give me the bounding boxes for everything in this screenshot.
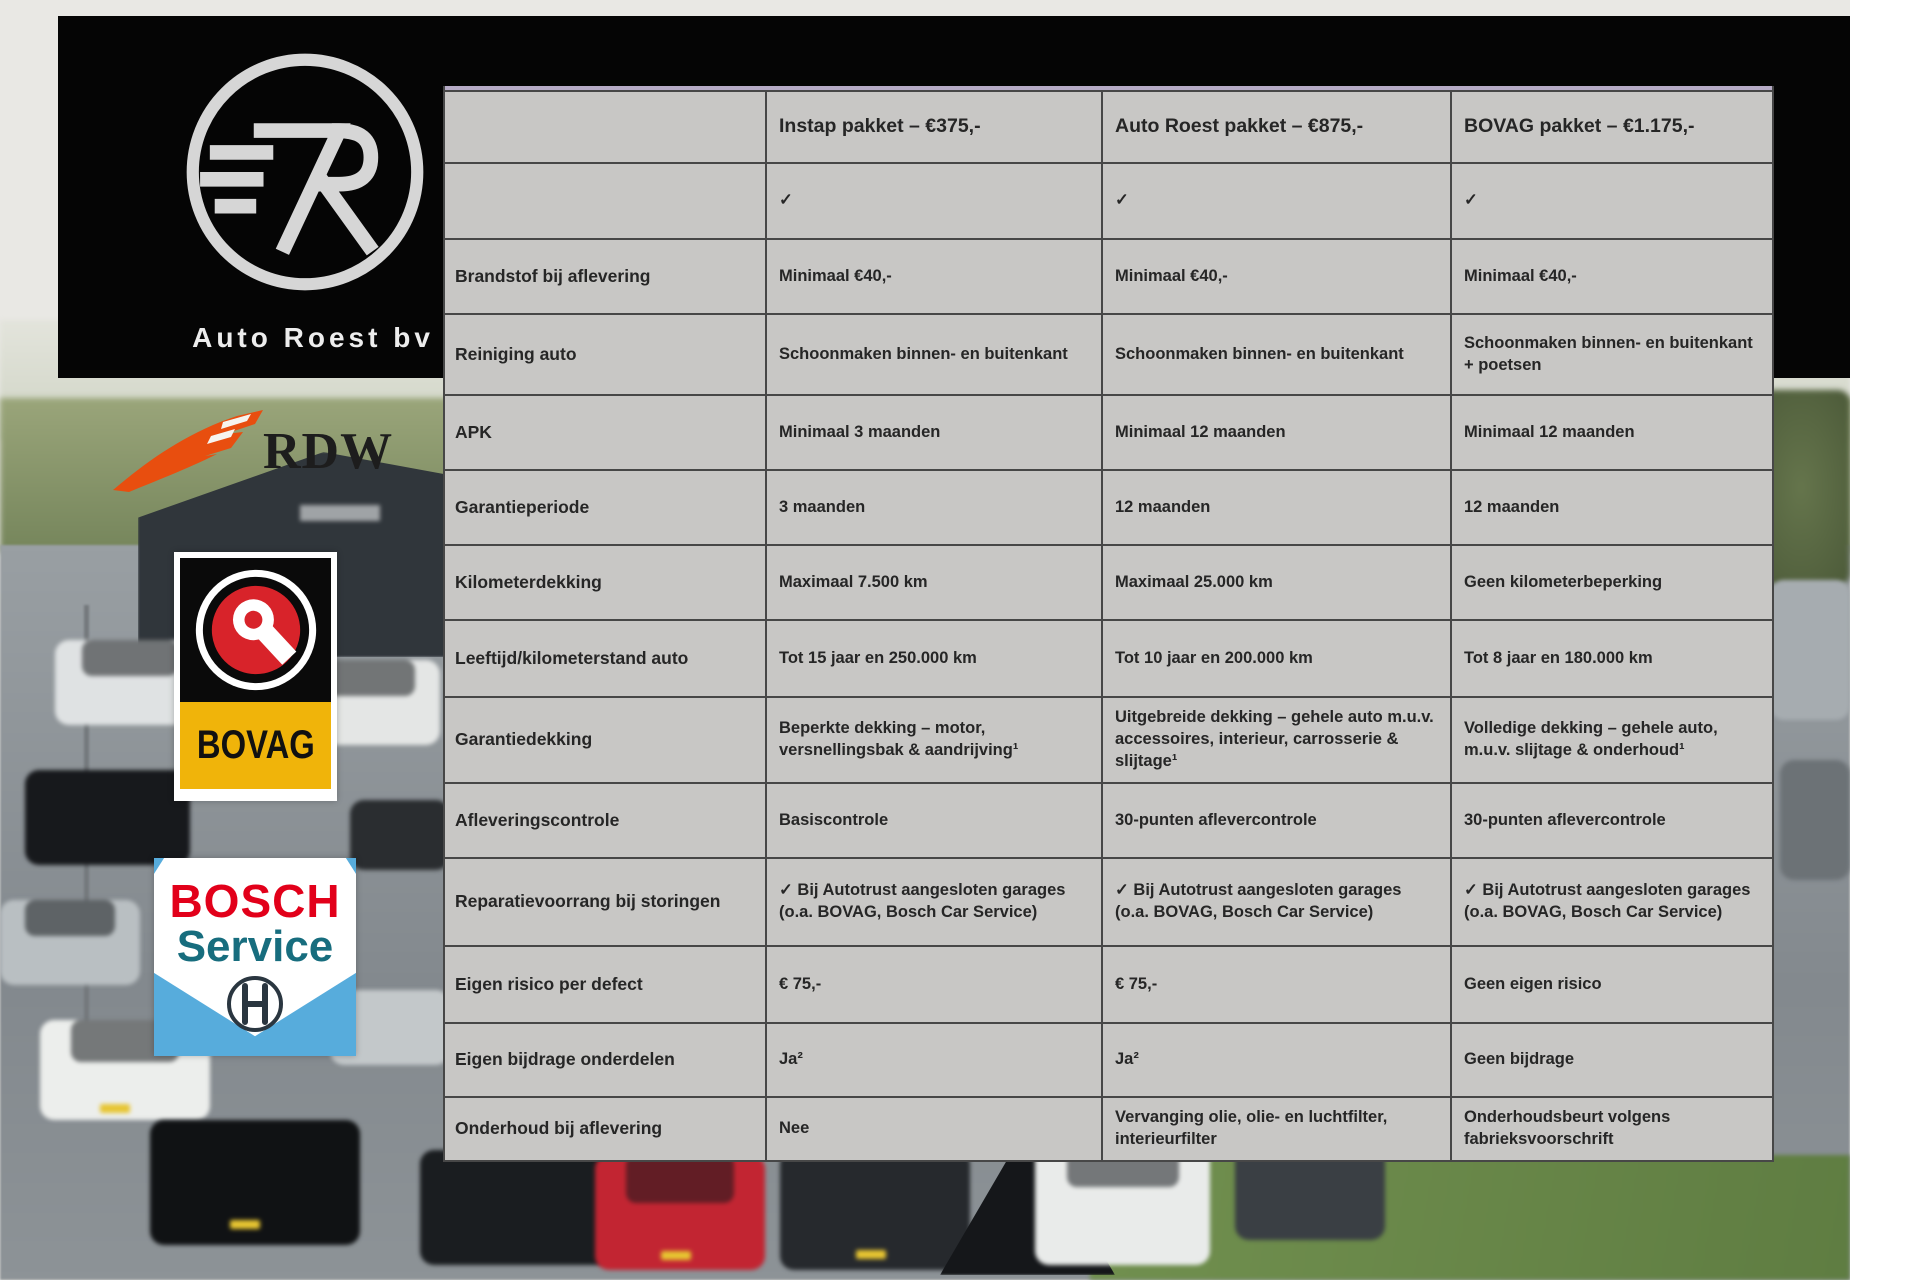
table-cell: Uitgebreide dekking – gehele auto m.u.v. accessoires, interieur, carrosserie & slijtage¹ — [1103, 698, 1452, 782]
table-row — [445, 238, 1772, 313]
header-instap-pakket: Instap pakket – €375,- — [767, 92, 1103, 162]
photo-car — [1770, 580, 1850, 720]
bovag-emblem — [180, 558, 331, 702]
table-cell: Ja² — [767, 1024, 1103, 1096]
table-cell: 30-punten aflevercontrole — [1464, 810, 1666, 829]
table-row — [445, 945, 1772, 1022]
photo-car — [780, 1150, 970, 1270]
table-row — [445, 782, 1772, 857]
table-header-row — [445, 90, 1772, 162]
row-label: Kilometerdekking — [445, 546, 767, 619]
rdw-wing-icon — [105, 408, 275, 503]
table-row — [445, 544, 1772, 619]
table-cell: Geen eigen risico — [1464, 974, 1602, 993]
row-label: APK — [445, 396, 767, 469]
package-comparison-table — [443, 86, 1774, 1162]
table-cell: Volledige dekking – gehele auto, m.u.v. slijtage & onderhoud¹ — [1464, 719, 1718, 759]
table-cell: 12 maanden — [1464, 497, 1560, 516]
table-cell: Schoonmaken binnen- en buitenkant — [1103, 315, 1452, 394]
row-label: Reparatievoorrang bij storingen — [445, 859, 767, 945]
row-label: Afleveringscontrole — [445, 784, 767, 857]
rdw-wordmark: RDW — [263, 423, 394, 480]
table-row — [445, 394, 1772, 469]
row-label: Reiniging auto — [445, 315, 767, 394]
table-row — [445, 313, 1772, 394]
table-cell: Nee — [767, 1098, 1103, 1160]
table-cell: Vervanging olie, olie- en luchtfilter, interieurfilter — [1103, 1098, 1452, 1160]
bovag-logo — [174, 552, 337, 801]
table-cell: Tot 15 jaar en 250.000 km — [767, 621, 1103, 696]
bosch-service-wordmark: Service — [176, 922, 334, 971]
table-cell: Onderhoudsbeurt volgens fabrieksvoorschrift — [1464, 1108, 1671, 1148]
table-cell: € 75,- — [1103, 947, 1452, 1022]
table-row — [445, 1096, 1772, 1160]
table-row — [445, 1022, 1772, 1096]
photo-car — [1780, 760, 1850, 880]
table-cell: Ja² — [1103, 1024, 1452, 1096]
row-label: Garantiedekking — [445, 698, 767, 782]
table-row — [445, 469, 1772, 544]
bosch-service-logo — [154, 858, 356, 1056]
header-bovag-pakket: BOVAG pakket – €1.175,- — [1464, 115, 1695, 138]
bosch-wordmark: BOSCH — [169, 875, 341, 927]
header-features — [445, 92, 767, 162]
table-cell: Basiscontrole — [767, 784, 1103, 857]
checkmark-icon: ✓ — [1103, 164, 1452, 238]
table-row — [445, 696, 1772, 782]
table-cell: Minimaal 12 maanden — [1464, 422, 1635, 441]
table-cell: Minimaal 3 maanden — [767, 396, 1103, 469]
table-row — [445, 857, 1772, 945]
row-label — [445, 164, 767, 238]
table-cell: Minimaal €40,- — [1103, 240, 1452, 313]
row-label: Leeftijd/kilometerstand auto — [445, 621, 767, 696]
photo-car — [350, 800, 450, 870]
checkmark-icon: ✓ — [767, 164, 1103, 238]
bovag-yellow-band — [180, 702, 331, 789]
rdw-logo — [105, 408, 405, 503]
table-cell: 3 maanden — [767, 471, 1103, 544]
photo-car — [420, 1150, 610, 1265]
table-cell: Tot 8 jaar en 180.000 km — [1464, 648, 1653, 667]
table-cell: ✓ Bij Autotrust aangesloten garages (o.a. BOVAG, Bosch Car Service) — [1464, 881, 1751, 921]
table-cell: Maximaal 25.000 km — [1103, 546, 1452, 619]
row-label: Eigen bijdrage onderdelen — [445, 1024, 767, 1096]
table-cell: Maximaal 7.500 km — [767, 546, 1103, 619]
table-cell: Minimaal €40,- — [767, 240, 1103, 313]
table-row — [445, 619, 1772, 696]
header-auto-roest-pakket: Auto Roest pakket – €875,- — [1103, 92, 1452, 162]
row-label: Garantieperiode — [445, 471, 767, 544]
table-cell: Geen kilometerbeperking — [1464, 572, 1663, 591]
table-cell: € 75,- — [767, 947, 1103, 1022]
table-cell: Geen bijdrage — [1464, 1050, 1575, 1069]
bovag-wordmark: BOVAG — [196, 723, 315, 767]
table-cell: Minimaal €40,- — [1464, 266, 1577, 285]
row-label: Eigen risico per defect — [445, 947, 767, 1022]
photo-car — [150, 1120, 360, 1245]
row-label: Onderhoud bij aflevering — [445, 1098, 767, 1160]
photo-car — [595, 1155, 765, 1270]
table-cell: ✓ Bij Autotrust aangesloten garages (o.a. BOVAG, Bosch Car Service) — [767, 859, 1103, 945]
table-row — [445, 162, 1772, 238]
table-cell: 12 maanden — [1103, 471, 1452, 544]
table-cell: Minimaal 12 maanden — [1103, 396, 1452, 469]
table-cell: Schoonmaken binnen- en buitenkant + poetsen — [1464, 333, 1753, 374]
checkmark-icon: ✓ — [1464, 191, 1478, 210]
auto-roest-wordmark: Auto Roest bv — [192, 322, 434, 353]
photo-car — [25, 770, 190, 865]
table-cell: 30-punten aflevercontrole — [1103, 784, 1452, 857]
table-cell: ✓ Bij Autotrust aangesloten garages (o.a. BOVAG, Bosch Car Service) — [1103, 859, 1452, 945]
photo-building-sign — [300, 505, 380, 521]
table-cell: Schoonmaken binnen- en buitenkant — [767, 315, 1103, 394]
table-cell: Beperkte dekking – motor, versnellingsbak & aandrijving¹ — [767, 698, 1103, 782]
photo-car — [0, 900, 140, 985]
table-cell: Tot 10 jaar en 200.000 km — [1103, 621, 1452, 696]
row-label: Brandstof bij aflevering — [445, 240, 767, 313]
auto-roest-logo-icon — [183, 50, 427, 294]
bosch-armature-icon — [225, 974, 285, 1034]
